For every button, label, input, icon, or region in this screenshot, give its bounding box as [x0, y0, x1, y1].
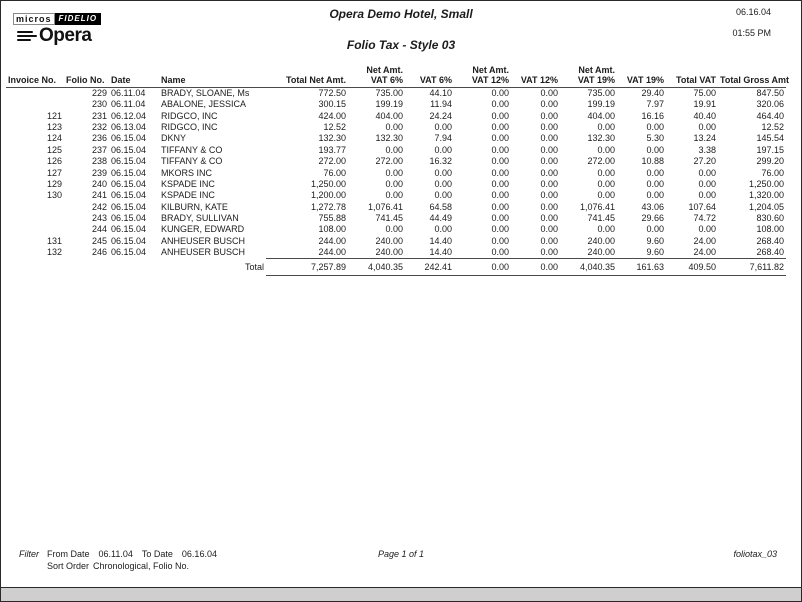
cell-net_vat19: 0.00 — [597, 144, 615, 155]
cell-net_vat19: 0.00 — [597, 190, 615, 201]
cell-vat12: 0.00 — [540, 110, 558, 121]
cell-gross: 12.52 — [761, 121, 784, 132]
cell-gross: 76.00 — [761, 167, 784, 178]
col-header-vat12: VAT 12% — [511, 65, 560, 88]
col-header-folio: Folio No. — [64, 65, 109, 88]
cell-name: BRADY, SLOANE, Ms — [161, 88, 250, 98]
cell-invoice — [6, 213, 64, 224]
cell-net_vat12: 0.00 — [491, 178, 509, 189]
cell-invoice: 129 — [46, 178, 62, 189]
cell-date: 06.11.04 — [111, 88, 146, 98]
opera-logo-text: Opera — [39, 25, 92, 46]
cell-folio: 231 — [91, 110, 107, 121]
cell-invoice: 126 — [46, 156, 62, 167]
cell-net_vat19: 404.00 — [587, 110, 615, 121]
cell-net_vat6: 0.00 — [385, 190, 403, 201]
col-header-net_vat19: Net Amt. VAT 19% — [560, 65, 617, 88]
cell-total_vat: 0.00 — [698, 121, 716, 132]
cell-total_net: 1,200.00 — [310, 190, 346, 201]
cell-gross: 1,320.00 — [748, 190, 784, 201]
cell-net_vat6: 0.00 — [385, 144, 403, 155]
cell-net_vat19: 240.00 — [587, 247, 615, 258]
cell-net_vat19: 1,076.41 — [579, 201, 615, 212]
total-empty-date — [109, 259, 159, 276]
cell-invoice — [6, 224, 64, 235]
total-vat6: 242.41 — [405, 259, 454, 276]
table-row-2 — [6, 99, 786, 110]
table-row-6 — [6, 145, 786, 156]
cell-invoice: 130 — [46, 190, 62, 201]
cell-name: ABALONE, JESSICA — [161, 99, 247, 110]
cell-total_net: 772.50 — [318, 88, 346, 98]
cell-vat19: 0.00 — [646, 167, 664, 178]
total-net_vat12: 0.00 — [454, 259, 511, 276]
cell-date: 06.15.04 — [111, 201, 147, 212]
cell-invoice: 123 — [46, 121, 62, 132]
col-header-net_vat6: Net Amt. VAT 6% — [348, 65, 405, 88]
cell-vat6: 24.24 — [429, 110, 452, 121]
cell-net_vat6: 132.30 — [375, 133, 403, 144]
table-row-8 — [6, 167, 786, 178]
cell-total_vat: 3.38 — [698, 144, 716, 155]
cell-vat19: 29.66 — [641, 213, 664, 224]
col-header-total_net: Total Net Amt. — [266, 65, 348, 88]
cell-date: 06.15.04 — [111, 213, 147, 224]
page-number: Page 1 of 1 — [377, 549, 425, 559]
hotel-title: Opera Demo Hotel, Small — [329, 7, 473, 21]
cell-name: KSPADE INC — [161, 178, 215, 189]
cell-date: 06.11.04 — [111, 99, 146, 110]
cell-total_vat: 24.00 — [693, 247, 716, 258]
cell-folio: 242 — [91, 201, 107, 212]
cell-vat6: 64.58 — [429, 201, 452, 212]
sort-order-label: Sort Order — [47, 561, 90, 571]
cell-net_vat12: 0.00 — [491, 247, 509, 258]
total-empty-invoice — [6, 259, 64, 276]
cell-total_net: 108.00 — [318, 224, 346, 235]
cell-vat6: 0.00 — [434, 144, 452, 155]
cell-vat19: 29.40 — [641, 88, 664, 98]
to-date-label: To Date — [141, 549, 173, 559]
window-bottom-bar — [1, 587, 801, 601]
cell-invoice: 127 — [46, 167, 62, 178]
cell-vat6: 0.00 — [434, 178, 452, 189]
cell-net_vat6: 741.45 — [375, 213, 403, 224]
col-header-name: Name — [159, 65, 266, 88]
table-row-13 — [6, 224, 786, 235]
cell-vat19: 0.00 — [646, 121, 664, 132]
cell-vat12: 0.00 — [540, 178, 558, 189]
cell-vat12: 0.00 — [540, 121, 558, 132]
cell-vat6: 44.49 — [429, 213, 452, 224]
cell-name: BRADY, SULLIVAN — [161, 213, 239, 224]
cell-date: 06.15.04 — [111, 156, 147, 167]
cell-vat6: 16.32 — [429, 156, 452, 167]
cell-name: TIFFANY & CO — [161, 156, 223, 167]
cell-gross: 299.20 — [756, 156, 784, 167]
sort-order-value: Chronological, Folio No. — [93, 561, 190, 571]
table-row-9 — [6, 179, 786, 190]
cell-net_vat6: 1,076.41 — [367, 201, 403, 212]
cell-folio: 232 — [91, 121, 107, 132]
cell-net_vat12: 0.00 — [491, 133, 509, 144]
cell-folio: 244 — [91, 224, 107, 235]
table-row-12 — [6, 213, 786, 224]
micros-logo-text: micros — [13, 13, 55, 25]
cell-vat6: 11.94 — [430, 99, 452, 110]
cell-net_vat6: 272.00 — [375, 156, 403, 167]
cell-net_vat12: 0.00 — [491, 121, 509, 132]
cell-net_vat12: 0.00 — [491, 224, 509, 235]
cell-vat12: 0.00 — [540, 167, 558, 178]
cell-total_net: 755.88 — [318, 213, 346, 224]
print-date: 06.16.04 — [735, 7, 771, 17]
col-header-vat6: VAT 6% — [405, 65, 454, 88]
cell-name: KUNGER, EDWARD — [161, 224, 245, 235]
cell-net_vat6: 735.00 — [375, 88, 403, 98]
cell-net_vat12: 0.00 — [491, 201, 509, 212]
cell-vat12: 0.00 — [540, 88, 558, 98]
report-title: Folio Tax - Style 03 — [346, 38, 456, 52]
cell-invoice: 124 — [46, 133, 62, 144]
cell-name: RIDGCO, INC — [161, 110, 218, 121]
cell-gross: 268.40 — [756, 247, 784, 258]
cell-vat6: 14.40 — [429, 235, 452, 246]
table-row-15 — [6, 247, 786, 259]
cell-folio: 243 — [91, 213, 107, 224]
report-file-name: foliotax_03 — [733, 549, 777, 559]
cell-folio: 239 — [91, 167, 107, 178]
cell-vat6: 44.10 — [429, 88, 452, 98]
cell-vat12: 0.00 — [540, 247, 558, 258]
cell-name: RIDGCO, INC — [161, 121, 218, 132]
cell-net_vat12: 0.00 — [491, 144, 509, 155]
cell-net_vat19: 741.45 — [587, 213, 615, 224]
cell-total_vat: 0.00 — [698, 167, 716, 178]
cell-vat19: 5.30 — [646, 133, 664, 144]
cell-folio: 246 — [91, 247, 107, 258]
cell-net_vat12: 0.00 — [491, 156, 509, 167]
cell-vat6: 14.40 — [429, 247, 452, 258]
cell-date: 06.13.04 — [111, 121, 147, 132]
col-header-vat19: VAT 19% — [617, 65, 666, 88]
cell-folio: 240 — [91, 178, 107, 189]
cell-total_net: 132.30 — [318, 133, 346, 144]
col-header-date: Date — [109, 65, 159, 88]
total-net_vat19: 4,040.35 — [560, 259, 617, 276]
cell-total_vat: 75.00 — [693, 88, 716, 98]
cell-net_vat6: 240.00 — [375, 247, 403, 258]
cell-gross: 1,204.05 — [748, 201, 784, 212]
cell-total_vat: 107.64 — [688, 201, 716, 212]
cell-total_net: 76.00 — [323, 167, 346, 178]
cell-gross: 1,250.00 — [748, 178, 784, 189]
filter-sort-order — [47, 561, 189, 571]
cell-date: 06.15.04 — [111, 144, 147, 155]
cell-total_vat: 27.20 — [693, 156, 716, 167]
table-row-1 — [6, 88, 786, 100]
cell-net_vat12: 0.00 — [491, 167, 509, 178]
table-row-10 — [6, 190, 786, 201]
cell-vat19: 0.00 — [646, 144, 664, 155]
cell-folio: 236 — [91, 133, 107, 144]
cell-net_vat12: 0.00 — [491, 110, 509, 121]
cell-net_vat6: 404.00 — [375, 110, 403, 121]
cell-invoice: 131 — [46, 235, 62, 246]
cell-net_vat19: 0.00 — [597, 121, 615, 132]
cell-date: 06.15.04 — [111, 190, 147, 201]
cell-date: 06.15.04 — [111, 224, 147, 235]
table-row-7 — [6, 156, 786, 167]
table-row-11 — [6, 202, 786, 213]
cell-vat6: 0.00 — [434, 190, 452, 201]
cell-net_vat12: 0.00 — [491, 99, 509, 110]
cell-vat19: 9.60 — [646, 247, 664, 258]
cell-folio: 245 — [91, 235, 107, 246]
cell-total_vat: 40.40 — [693, 110, 716, 121]
total-total_vat: 409.50 — [666, 259, 718, 276]
cell-total_vat: 19.91 — [693, 99, 716, 110]
cell-date: 06.15.04 — [111, 247, 147, 258]
cell-vat19: 9.60 — [646, 235, 664, 246]
cell-folio: 229 — [91, 88, 107, 98]
cell-net_vat19: 0.00 — [597, 178, 615, 189]
cell-gross: 464.40 — [756, 110, 784, 121]
total-total_net: 7,257.89 — [266, 259, 348, 276]
table-header-row — [6, 65, 786, 88]
cell-name: ANHEUSER BUSCH — [161, 247, 246, 258]
print-time: 01:55 PM — [732, 28, 771, 38]
cell-total_vat: 0.00 — [698, 224, 716, 235]
cell-vat19: 16.16 — [641, 110, 664, 121]
cell-vat19: 7.97 — [646, 99, 664, 110]
cell-total_vat: 13.24 — [693, 133, 716, 144]
table-row-3 — [6, 110, 786, 121]
cell-invoice: 125 — [46, 144, 62, 155]
cell-vat6: 0.00 — [434, 167, 452, 178]
cell-net_vat12: 0.00 — [491, 213, 509, 224]
cell-total_net: 1,272.78 — [310, 201, 346, 212]
col-header-invoice: Invoice No. — [6, 65, 64, 88]
cell-net_vat19: 132.30 — [587, 133, 615, 144]
cell-net_vat19: 272.00 — [587, 156, 615, 167]
cell-net_vat19: 0.00 — [597, 224, 615, 235]
cell-net_vat19: 0.00 — [597, 167, 615, 178]
cell-net_vat6: 199.19 — [375, 99, 403, 110]
table-body — [6, 88, 786, 259]
cell-vat19: 0.00 — [646, 190, 664, 201]
table-total-row — [6, 259, 786, 276]
filter-label: Filter — [19, 549, 39, 559]
col-header-total_vat: Total VAT — [666, 65, 718, 88]
total-vat12: 0.00 — [511, 259, 560, 276]
cell-total_net: 424.00 — [318, 110, 346, 121]
cell-net_vat12: 0.00 — [491, 88, 509, 98]
cell-net_vat6: 0.00 — [385, 224, 403, 235]
cell-gross: 830.60 — [756, 213, 784, 224]
cell-total_net: 244.00 — [318, 247, 346, 258]
cell-vat12: 0.00 — [540, 224, 558, 235]
cell-net_vat6: 0.00 — [385, 121, 403, 132]
cell-total_vat: 24.00 — [693, 235, 716, 246]
table-row-4 — [6, 122, 786, 133]
cell-vat6: 7.94 — [434, 133, 452, 144]
cell-vat12: 0.00 — [540, 235, 558, 246]
total-vat19: 161.63 — [617, 259, 666, 276]
cell-total_vat: 0.00 — [698, 178, 716, 189]
cell-name: MKORS INC — [161, 167, 213, 178]
cell-invoice — [6, 202, 64, 213]
cell-gross: 847.50 — [756, 88, 784, 98]
cell-name: KILBURN, KATE — [161, 201, 228, 212]
cell-invoice: 121 — [46, 110, 62, 121]
cell-net_vat19: 735.00 — [587, 88, 615, 98]
cell-vat6: 0.00 — [434, 224, 452, 235]
cell-vat12: 0.00 — [540, 213, 558, 224]
cell-total_net: 193.77 — [318, 144, 346, 155]
cell-net_vat19: 240.00 — [587, 235, 615, 246]
cell-vat12: 0.00 — [540, 133, 558, 144]
cell-date: 06.12.04 — [111, 110, 147, 121]
cell-total_vat: 74.72 — [693, 213, 716, 224]
cell-vat6: 0.00 — [434, 121, 452, 132]
total-empty-folio — [64, 259, 109, 276]
report-page — [1, 1, 801, 587]
cell-gross: 108.00 — [756, 224, 784, 235]
cell-date: 06.15.04 — [111, 133, 147, 144]
cell-total_net: 300.15 — [318, 99, 346, 110]
cell-vat19: 0.00 — [646, 178, 664, 189]
total-net_vat6: 4,040.35 — [348, 259, 405, 276]
cell-name: DKNY — [161, 133, 187, 144]
total-gross: 7,611.82 — [718, 259, 786, 276]
cell-invoice — [6, 99, 64, 110]
cell-name: ANHEUSER BUSCH — [161, 235, 246, 246]
cell-folio: 230 — [91, 99, 107, 110]
cell-gross: 268.40 — [756, 235, 784, 246]
cell-date: 06.15.04 — [111, 167, 147, 178]
from-date-label: From Date — [47, 549, 90, 559]
cell-net_vat6: 0.00 — [385, 167, 403, 178]
to-date-value: 06.16.04 — [181, 549, 217, 559]
cell-vat19: 43.06 — [641, 201, 664, 212]
report-data-table — [6, 65, 790, 276]
cell-name: TIFFANY & CO — [161, 144, 223, 155]
from-date-value: 06.11.04 — [98, 549, 133, 559]
cell-gross: 197.15 — [756, 144, 784, 155]
table-row-5 — [6, 133, 786, 144]
col-header-gross: Total Gross Amt — [718, 65, 786, 88]
fidelio-logo-text: FIDELIO — [55, 13, 102, 25]
cell-net_vat6: 0.00 — [385, 178, 403, 189]
table-row-14 — [6, 236, 786, 247]
cell-folio: 238 — [91, 156, 107, 167]
cell-folio: 237 — [91, 144, 107, 155]
folio-tax-table — [6, 65, 790, 276]
cell-net_vat12: 0.00 — [491, 190, 509, 201]
cell-invoice: 132 — [46, 247, 62, 258]
cell-net_vat6: 240.00 — [375, 235, 403, 246]
col-header-net_vat12: Net Amt. VAT 12% — [454, 65, 511, 88]
cell-vat12: 0.00 — [540, 201, 558, 212]
cell-vat12: 0.00 — [540, 99, 558, 110]
cell-vat19: 0.00 — [646, 224, 664, 235]
cell-vat19: 10.88 — [641, 156, 664, 167]
cell-folio: 241 — [91, 190, 107, 201]
cell-vat12: 0.00 — [540, 190, 558, 201]
cell-total_net: 272.00 — [318, 156, 346, 167]
cell-date: 06.15.04 — [111, 235, 147, 246]
cell-total_net: 1,250.00 — [310, 178, 346, 189]
cell-total_net: 244.00 — [318, 235, 346, 246]
cell-total_net: 12.52 — [323, 121, 346, 132]
cell-gross: 320.06 — [756, 99, 784, 110]
cell-net_vat19: 199.19 — [587, 99, 615, 110]
cell-date: 06.15.04 — [111, 178, 147, 189]
cell-gross: 145.54 — [756, 133, 784, 144]
cell-invoice — [6, 88, 64, 100]
cell-name: KSPADE INC — [161, 190, 215, 201]
cell-vat12: 0.00 — [540, 144, 558, 155]
cell-total_vat: 0.00 — [698, 190, 716, 201]
cell-net_vat12: 0.00 — [491, 235, 509, 246]
total-label: Total — [244, 261, 264, 272]
cell-vat12: 0.00 — [540, 156, 558, 167]
